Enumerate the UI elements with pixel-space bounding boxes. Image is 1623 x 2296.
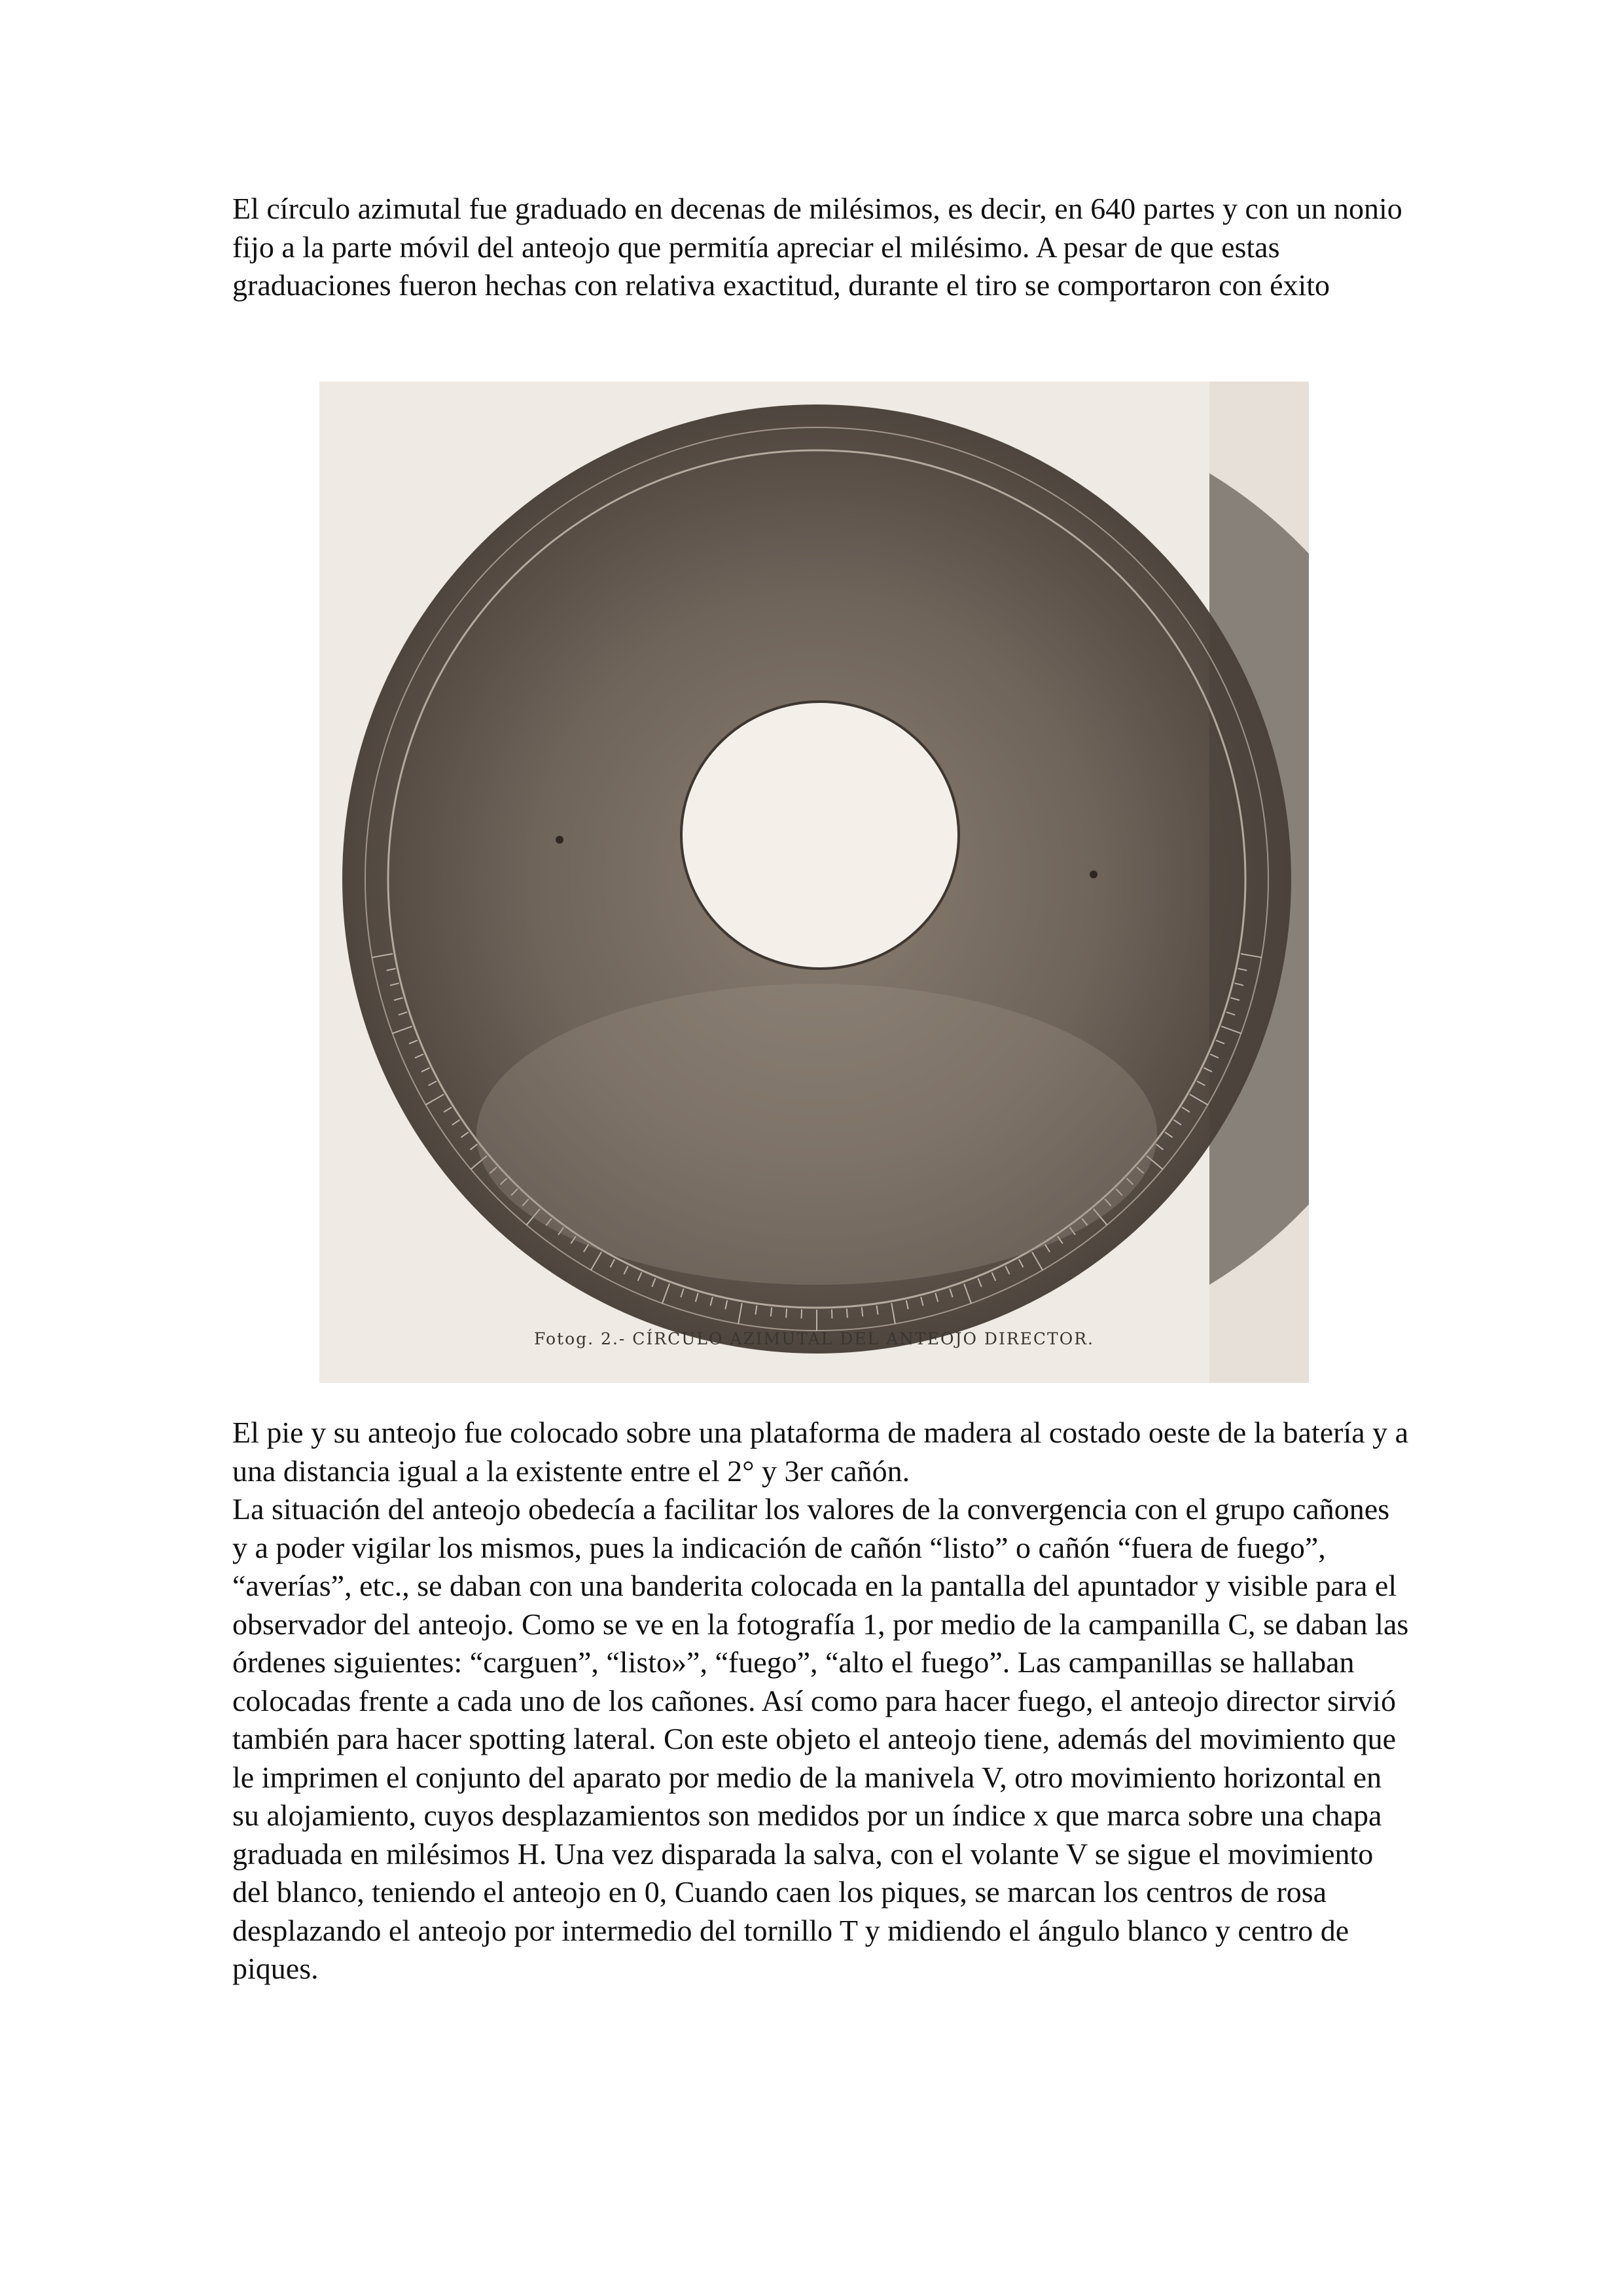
paragraph-body-line-2: La situación del anteojo obedecía a facilitar los valores de la convergencia con el grupo cañones y a poder vigilar los mismos, pues la indicación de cañón “listo” o cañón “fuera de fuego”, “averías”, etc., se daban con una banderita colocada en la pantalla del apuntador y visible para el observador del anteojo. Como se ve en la fotografía 1, por medio de la campanilla C, se daban las órdenes siguientes: “carguen”, “listo»”, “fuego”, “alto el fuego”. Las campanillas se hallaban colocadas frente a cada uno de los cañones. Así como para hacer fuego, el anteojo director sirvió también para hacer spotting lateral. Con este objeto el anteojo tiene, además del movimiento que le imprimen el conjunto del aparato por medio de la manivela V, otro movimiento horizontal en su alojamiento, cuyos desplazamientos son medidos por un índice x que marca sobre una chapa graduada en milésimos H. Una vez disparada la salva, con el volante V se sigue el movimiento del blanco, teniendo el anteojo en 0, Cuando caen los piques, se marcan los centros de rosa desplazando el anteojo por intermedio del tornillo T y midiendo el ángulo blanco y centro de piques. bbox=[232, 1492, 1409, 1985]
paragraph-intro: El círculo azimutal fue graduado en decenas de milésimos, es decir, en 640 partes y con un nonio fijo a la parte móvil del anteojo que permitía apreciar el milésimo. A pesar de que estas graduaciones fueron hechas con relativa exactitud, durante el tiro se comportaron con éxito bbox=[232, 192, 1402, 302]
photo-azimuth-circle bbox=[319, 382, 1309, 1383]
azimuth-circle-image bbox=[319, 382, 1309, 1383]
scale-tick bbox=[786, 1308, 787, 1318]
paragraph-body-line-1: El pie y su anteojo fue colocado sobre una plataforma de madera al costado oeste de la batería y a una distancia igual a la existente entre el 2° y 3er cañón. bbox=[232, 1416, 1409, 1488]
photo-caption: Fotog. 2.- CÍRCULO AZIMUTAL DEL ANTEOJO DIRECTOR. bbox=[534, 1329, 1094, 1348]
paragraph-body bbox=[232, 1414, 1410, 1988]
